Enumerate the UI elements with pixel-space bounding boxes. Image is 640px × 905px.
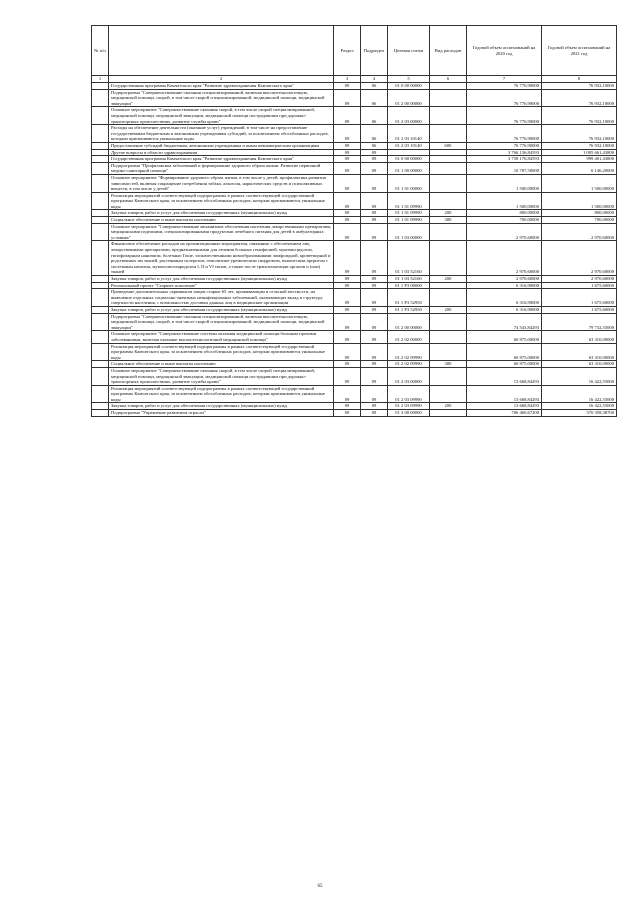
row-amount-2021: 63 310,00000 <box>542 331 617 343</box>
row-amount-2021: 76 932,10000 <box>542 89 617 107</box>
row-tselevaya: 01 1 03 52160 <box>388 276 430 283</box>
row-razdel: 09 <box>334 142 361 149</box>
row-num <box>92 162 109 174</box>
row-amount-2020: 60 875,00000 <box>467 331 542 343</box>
row-amount-2021: 76 932,10000 <box>542 83 617 90</box>
table-row <box>92 217 617 224</box>
row-tselevaya: 01 2 00 00000 <box>388 313 430 331</box>
row-amount-2020: 700,00000 <box>467 217 542 224</box>
row-name: Социальное обеспечение и иные выплаты населению <box>109 361 334 368</box>
row-name: Подпрограмма "Управление развитием отрасли" <box>109 410 334 417</box>
row-num <box>92 403 109 410</box>
table-row <box>92 149 617 156</box>
row-tselevaya: 01 1 00 00000 <box>388 162 430 174</box>
row-vid: 200 <box>430 210 467 217</box>
row-podrazdel: 09 <box>361 282 388 289</box>
row-amount-2020: 13 668,84293 <box>467 367 542 385</box>
row-vid <box>430 83 467 90</box>
row-amount-2020: 76 776,90000 <box>467 125 542 143</box>
column-index: 1 <box>92 76 109 83</box>
row-name: Основное мероприятие "Совершенствование системы оказания медицинской помощи больным прочими заболеваниями, включая оказание высокотехнологичной медицинской помощи" <box>109 331 334 343</box>
row-podrazdel: 06 <box>361 142 388 149</box>
row-tselevaya: 01 3 00 00000 <box>388 410 430 417</box>
row-podrazdel: 09 <box>361 313 388 331</box>
table-row <box>92 306 617 313</box>
row-podrazdel: 09 <box>361 241 388 276</box>
row-podrazdel: 09 <box>361 162 388 174</box>
table-row <box>92 289 617 307</box>
row-vid: 200 <box>430 306 467 313</box>
row-amount-2020: 2 970,60000 <box>467 276 542 283</box>
row-name: Социальное обеспечение и иные выплаты населению <box>109 217 334 224</box>
row-num <box>92 331 109 343</box>
row-tselevaya: 01 1 01 09990 <box>388 192 430 210</box>
row-name: Реализация мероприятий соответствующей подпрограммы в рамках соответствующей государственной программы Камчатского края, за исключением обособленных расходов, которым присваиваются уникальные коды <box>109 343 334 361</box>
row-razdel: 09 <box>334 210 361 217</box>
row-amount-2020: 76 776,90000 <box>467 107 542 125</box>
row-podrazdel: 09 <box>361 410 388 417</box>
column-index: 6 <box>430 76 467 83</box>
row-amount-2020: 60 875,00000 <box>467 361 542 368</box>
column-index: 5 <box>388 76 430 83</box>
header-tselevaya: Целевая статья <box>388 26 430 76</box>
row-amount-2020: 1 500,00000 <box>467 174 542 192</box>
row-num <box>92 149 109 156</box>
row-amount-2020: 2 970,60000 <box>467 241 542 276</box>
row-podrazdel: 09 <box>361 331 388 343</box>
header-podrazdel: Подраздел <box>361 26 388 76</box>
row-tselevaya: 01 2 02 09990 <box>388 361 430 368</box>
row-razdel: 09 <box>334 125 361 143</box>
row-razdel: 09 <box>334 289 361 307</box>
row-num <box>92 210 109 217</box>
row-vid <box>430 162 467 174</box>
row-razdel: 09 <box>334 282 361 289</box>
table-row <box>92 83 617 90</box>
row-vid <box>430 223 467 241</box>
row-podrazdel: 09 <box>361 306 388 313</box>
row-razdel: 09 <box>334 361 361 368</box>
table-row <box>92 223 617 241</box>
row-razdel: 09 <box>334 331 361 343</box>
row-vid: 300 <box>430 361 467 368</box>
table-row <box>92 313 617 331</box>
row-vid <box>430 343 467 361</box>
column-index: 4 <box>361 76 388 83</box>
row-name: Закупка товаров, работ и услуг для обеспечения государственных (муниципальных) нужд <box>109 210 334 217</box>
table-row <box>92 403 617 410</box>
table-row <box>92 282 617 289</box>
row-num <box>92 125 109 143</box>
row-amount-2021: 2 970,60000 <box>542 241 617 276</box>
row-razdel: 09 <box>334 313 361 331</box>
header-num: № п/п <box>92 26 109 76</box>
row-vid <box>430 410 467 417</box>
row-amount-2020: 3 758 176,84593 <box>467 156 542 163</box>
row-num <box>92 223 109 241</box>
row-amount-2020: 60 875,00000 <box>467 343 542 361</box>
row-amount-2020: 76 776,90000 <box>467 89 542 107</box>
row-vid <box>430 367 467 385</box>
row-num <box>92 142 109 149</box>
row-amount-2021: 1 675,60000 <box>542 289 617 307</box>
row-amount-2020: 3 766 136,84593 <box>467 149 542 156</box>
row-amount-2021: 1 500,00000 <box>542 174 617 192</box>
row-tselevaya: 01 1 01 09990 <box>388 217 430 224</box>
row-tselevaya: 01 1 01 09990 <box>388 210 430 217</box>
table-header-row <box>92 26 617 76</box>
row-num <box>92 410 109 417</box>
row-num <box>92 289 109 307</box>
row-amount-2020: 13 668,84293 <box>467 385 542 403</box>
column-index: 2 <box>109 76 334 83</box>
row-razdel: 09 <box>334 410 361 417</box>
row-razdel: 09 <box>334 89 361 107</box>
row-vid <box>430 125 467 143</box>
row-amount-2021: 6 146,20000 <box>542 162 617 174</box>
row-amount-2021: 16 422,55000 <box>542 367 617 385</box>
row-name: Государственная программа Камчатского края "Развитие здравоохранения Камчатского края" <box>109 83 334 90</box>
row-vid <box>430 107 467 125</box>
row-amount-2021: 1 005 661,43800 <box>542 149 617 156</box>
row-podrazdel: 09 <box>361 210 388 217</box>
row-name: Подпрограмма "Профилактика заболеваний и формирование здорового образа жизни. Развитие первичной медико-санитарной помощи" <box>109 162 334 174</box>
row-num <box>92 174 109 192</box>
row-amount-2021: 16 422,55000 <box>542 403 617 410</box>
row-razdel: 09 <box>334 367 361 385</box>
row-name: Другие вопросы в области здравоохранения <box>109 149 334 156</box>
row-name: Проведение дополнительных скринингов лицам старше 65 лет, проживающим в сельской местности, на выявление отдельных социально-значимых неинфекционных заболеваний, оказывающих вклад в структуру смертности населения, с возможностью доставки данных лиц в медицинские организации <box>109 289 334 307</box>
row-podrazdel: 09 <box>361 192 388 210</box>
row-name: Основное мероприятие "Совершенствование механизмов обеспечения населения лекарственными препаратами, медицинскими изделиями, специализированными продуктами лечебного питания для детей в амбулаторных условиях" <box>109 223 334 241</box>
row-podrazdel: 09 <box>361 403 388 410</box>
row-podrazdel: 09 <box>361 276 388 283</box>
column-index-row <box>92 76 617 83</box>
row-tselevaya: 01 1 01 00000 <box>388 174 430 192</box>
row-amount-2021: 76 932,10000 <box>542 142 617 149</box>
row-razdel: 09 <box>334 174 361 192</box>
row-amount-2021: 79 732,55000 <box>542 313 617 331</box>
row-razdel: 09 <box>334 156 361 163</box>
row-amount-2021: 1 675,60000 <box>542 282 617 289</box>
row-num <box>92 343 109 361</box>
row-amount-2020: 6 316,90000 <box>467 282 542 289</box>
row-num <box>92 192 109 210</box>
row-tselevaya: 01 1 P3 52950 <box>388 306 430 313</box>
row-razdel: 09 <box>334 192 361 210</box>
row-num <box>92 83 109 90</box>
row-vid <box>430 89 467 107</box>
row-name: Закупка товаров, работ и услуг для обеспечения государственных (муниципальных) нужд <box>109 306 334 313</box>
row-num <box>92 89 109 107</box>
row-vid: 200 <box>430 403 467 410</box>
column-index: 7 <box>467 76 542 83</box>
row-tselevaya <box>388 149 430 156</box>
row-amount-2020: 76 776,90000 <box>467 142 542 149</box>
row-amount-2020: 74 543,84293 <box>467 313 542 331</box>
row-podrazdel: 09 <box>361 156 388 163</box>
row-podrazdel: 06 <box>361 83 388 90</box>
row-name: Предоставление субсидий бюджетным, автономным учреждениям и иным некоммерческим организациям <box>109 142 334 149</box>
table-row <box>92 385 617 403</box>
row-vid <box>430 192 467 210</box>
table-row <box>92 361 617 368</box>
row-podrazdel: 09 <box>361 289 388 307</box>
table-row <box>92 125 617 143</box>
row-tselevaya: 01 0 00 00000 <box>388 83 430 90</box>
row-name: Финансовое обеспечение расходов на организационные мероприятия, связанные с обеспечением лиц лекарственными препаратами, предназначенными для лечения больных гемофилией, муковисцидозом, гипофизарным нанизмом, болезнью Гоше, злокачественными новообразованиями лимфоидной, кроветворной и родственных им тканей, рассеянным склерозом, гемолитико-уремическим синдромом, юношеским артритом с системным началом, мукополисахаридозом I, II и VI типов, а также после трансплантации органов и (или) тканей <box>109 241 334 276</box>
row-tselevaya: 01 1 03 00000 <box>388 223 430 241</box>
row-num <box>92 107 109 125</box>
row-razdel: 09 <box>334 217 361 224</box>
table-row <box>92 410 617 417</box>
header-year-2021: Годовой объем ассигнований на 2021 год <box>542 26 617 76</box>
row-num <box>92 282 109 289</box>
row-num <box>92 361 109 368</box>
table-row <box>92 343 617 361</box>
row-vid <box>430 241 467 276</box>
row-amount-2021: 63 310,00000 <box>542 343 617 361</box>
row-amount-2020: 13 668,84293 <box>467 403 542 410</box>
row-amount-2020: 6 316,90000 <box>467 306 542 313</box>
row-num <box>92 313 109 331</box>
row-amount-2020: 10 787,50000 <box>467 162 542 174</box>
row-name: Подпрограмма "Совершенствование оказания специализированной, включая высокотехнологичную, медицинской помощи, скорой, в том числе скорой специализированной, медицинской помощи, медицинской эвакуации" <box>109 89 334 107</box>
row-amount-2021: 2 970,60000 <box>542 276 617 283</box>
row-amount-2020: 706 460,67200 <box>467 410 542 417</box>
row-podrazdel: 09 <box>361 223 388 241</box>
row-vid <box>430 282 467 289</box>
table-row <box>92 156 617 163</box>
row-amount-2021: 76 932,10000 <box>542 125 617 143</box>
row-razdel: 09 <box>334 276 361 283</box>
row-razdel: 09 <box>334 149 361 156</box>
row-name: Основное мероприятие "Формирование здорового образа жизни, в том числе у детей, профилактика развития зависимостей, включая сокращение потребления табака, алкоголя, наркотических средств и психоактивных веществ, в том числе у детей" <box>109 174 334 192</box>
table-row <box>92 192 617 210</box>
row-podrazdel: 09 <box>361 343 388 361</box>
table-row <box>92 331 617 343</box>
row-razdel: 09 <box>334 306 361 313</box>
table-row <box>92 174 617 192</box>
row-podrazdel: 06 <box>361 89 388 107</box>
row-name: Основное мероприятие "Совершенствование оказания скорой, в том числе скорой специализированной, медицинской помощи, медицинской эвакуации, медицинской помощи пострадавшим при дорожно-транспортных происшествиях, развитие службы крови" <box>109 367 334 385</box>
row-tselevaya: 01 2 00 00000 <box>388 89 430 107</box>
column-index: 3 <box>334 76 361 83</box>
row-name: Региональный проект "Старшее поколение" <box>109 282 334 289</box>
row-name: Реализация мероприятий соответствующей подпрограммы в рамках соответствующей государственной программы Камчатского края, за исключением обособленных расходов, которым присваиваются уникальные коды <box>109 192 334 210</box>
table-row <box>92 367 617 385</box>
row-tselevaya: 01 2 03 09990 <box>388 385 430 403</box>
row-podrazdel: 09 <box>361 149 388 156</box>
row-razdel: 09 <box>334 223 361 241</box>
row-podrazdel: 09 <box>361 174 388 192</box>
row-amount-2021: 1 500,00000 <box>542 192 617 210</box>
row-amount-2021: 1 675,60000 <box>542 306 617 313</box>
table-row <box>92 241 617 276</box>
table-row <box>92 162 617 174</box>
header-razdel: Раздел <box>334 26 361 76</box>
table-row <box>92 210 617 217</box>
row-podrazdel: 06 <box>361 107 388 125</box>
row-vid <box>430 174 467 192</box>
header-vid: Вид расходов <box>430 26 467 76</box>
header-year-2020: Годовой объем ассигнований на 2020 год <box>467 26 542 76</box>
row-num <box>92 367 109 385</box>
row-tselevaya: 01 1 P3 00000 <box>388 282 430 289</box>
row-tselevaya: 01 2 02 09990 <box>388 343 430 361</box>
row-podrazdel: 09 <box>361 217 388 224</box>
row-tselevaya: 01 2 03 00000 <box>388 367 430 385</box>
row-podrazdel: 09 <box>361 367 388 385</box>
row-amount-2020: 800,00000 <box>467 210 542 217</box>
row-razdel: 09 <box>334 83 361 90</box>
row-tselevaya: 01 1 P3 52950 <box>388 289 430 307</box>
row-name: Закупка товаров, работ и услуг для обеспечения государственных (муниципальных) нужд <box>109 403 334 410</box>
row-amount-2021: 570 358,38700 <box>542 410 617 417</box>
row-name: Реализация мероприятий соответствующей подпрограммы в рамках соответствующей государственной программы Камчатского края, за исключением обособленных расходов, которым присваиваются уникальные коды <box>109 385 334 403</box>
row-razdel: 09 <box>334 403 361 410</box>
row-amount-2021: 800,00000 <box>542 210 617 217</box>
budget-table <box>91 25 617 417</box>
row-razdel: 09 <box>334 385 361 403</box>
row-tselevaya: 01 2 03 10140 <box>388 142 430 149</box>
row-podrazdel: 09 <box>361 385 388 403</box>
header-name <box>109 26 334 76</box>
row-name: Подпрограмма "Совершенствование оказания специализированной, включая высокотехнологичную, медицинской помощи, скорой, в том числе скорой специализированной, медицинской помощи, медицинской эвакуации" <box>109 313 334 331</box>
row-name: Государственная программа Камчатского края "Развитие здравоохранения Камчатского края" <box>109 156 334 163</box>
row-vid <box>430 289 467 307</box>
row-amount-2020: 2 970,60000 <box>467 223 542 241</box>
row-num <box>92 156 109 163</box>
page-number: 65 <box>317 884 323 889</box>
row-razdel: 09 <box>334 107 361 125</box>
row-tselevaya: 01 2 03 00000 <box>388 107 430 125</box>
row-amount-2020: 6 316,90000 <box>467 289 542 307</box>
row-tselevaya: 01 2 03 10140 <box>388 125 430 143</box>
row-tselevaya: 01 0 00 00000 <box>388 156 430 163</box>
row-amount-2021: 16 422,55000 <box>542 385 617 403</box>
row-vid <box>430 156 467 163</box>
row-num <box>92 385 109 403</box>
row-amount-2021: 76 932,10000 <box>542 107 617 125</box>
table-body <box>92 76 617 417</box>
table-row <box>92 107 617 125</box>
row-vid: 200 <box>430 276 467 283</box>
row-name: Основное мероприятие "Совершенствование оказания скорой, в том числе скорой специализированной, медицинской помощи, медицинской эвакуации, медицинской помощи пострадавшим при дорожно-транспортных происшествиях, развитие службы крови" <box>109 107 334 125</box>
table-row <box>92 276 617 283</box>
row-tselevaya: 01 1 03 52160 <box>388 241 430 276</box>
row-name: Закупка товаров, работ и услуг для обеспечения государственных (муниципальных) нужд <box>109 276 334 283</box>
row-num <box>92 306 109 313</box>
table-row <box>92 142 617 149</box>
row-razdel: 09 <box>334 343 361 361</box>
row-vid <box>430 313 467 331</box>
row-num <box>92 241 109 276</box>
table-row <box>92 89 617 107</box>
column-index: 8 <box>542 76 617 83</box>
row-name: Расходы на обеспечение деятельности (оказание услуг) учреждений, в том числе на предоставление государственным бюджетным и автономным учреждениям субсидий, за исключением обособленных расходов, которым присваиваются уникальные коды <box>109 125 334 143</box>
row-podrazdel: 06 <box>361 125 388 143</box>
row-vid: 600 <box>430 142 467 149</box>
row-podrazdel: 09 <box>361 361 388 368</box>
row-num <box>92 276 109 283</box>
row-amount-2021: 999 401,43800 <box>542 156 617 163</box>
row-tselevaya: 01 2 03 09990 <box>388 403 430 410</box>
row-vid <box>430 385 467 403</box>
row-amount-2020: 1 500,00000 <box>467 192 542 210</box>
row-vid: 300 <box>430 217 467 224</box>
row-num <box>92 217 109 224</box>
row-amount-2021: 700,00000 <box>542 217 617 224</box>
row-razdel: 09 <box>334 162 361 174</box>
row-tselevaya: 01 2 02 00000 <box>388 331 430 343</box>
row-razdel: 09 <box>334 241 361 276</box>
row-amount-2021: 2 970,60000 <box>542 223 617 241</box>
row-vid <box>430 149 467 156</box>
row-amount-2021: 63 310,00000 <box>542 361 617 368</box>
row-vid <box>430 331 467 343</box>
row-amount-2020: 76 776,90000 <box>467 83 542 90</box>
